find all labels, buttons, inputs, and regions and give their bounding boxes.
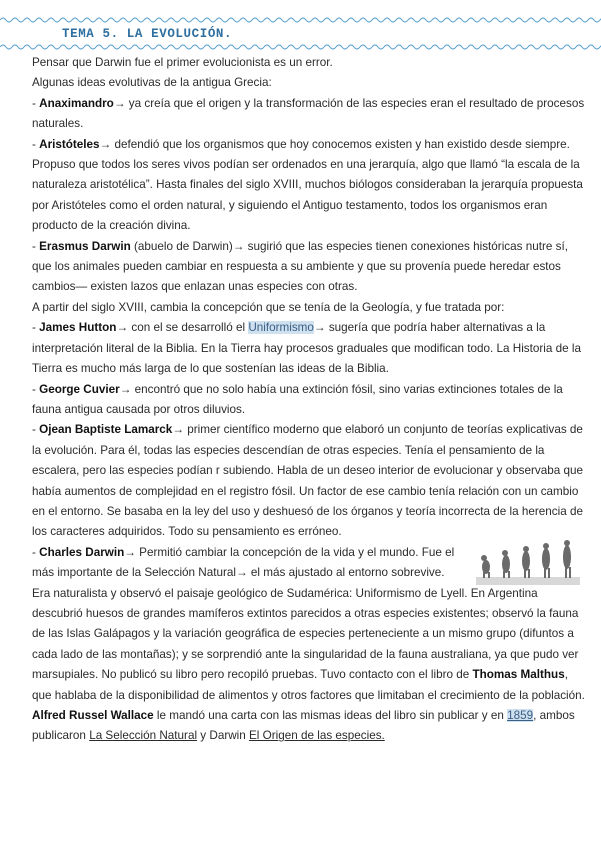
page-title: TEMA 5. LA EVOLUCIÓN. bbox=[62, 27, 233, 41]
term-uniformismo: Uniformismo bbox=[248, 321, 314, 335]
name-alfred-russel-wallace: Alfred Russel Wallace bbox=[32, 709, 154, 722]
name-charles-darwin: Charles Darwin bbox=[39, 545, 125, 559]
document-body bbox=[32, 53, 588, 747]
text-hutton-2: → sugería que podría haber alternativas a la interpretación literal de la Biblia. En la Tierra hay procesos graduales que modifican todo. La Historia de la Tierra es mucho más larga de lo que sostenían las ideas de la Biblia. bbox=[32, 321, 581, 376]
text-darwin-5: , ambos publicaron bbox=[32, 709, 575, 743]
text-erasmus-darwin: (abuelo de Darwin)→ sugirió que las especies tienen conexiones históricas nutre sí, que los animales pueden cambiar en respuesta a su ambiente y que su provenía puede heredar estos cambios— existen lazos que enlazan unas especies con otras. bbox=[32, 239, 568, 294]
darwin-intro bbox=[32, 543, 462, 584]
paragraph-aristoteles bbox=[32, 135, 588, 237]
intro-line-2: Algunas ideas evolutivas de la antigua Grecia: bbox=[32, 76, 272, 90]
year-1859: 1859 bbox=[507, 709, 534, 722]
text-anaximandro: → ya creía que el origen y la transformación de las especies eran el resultado de procesos naturales. bbox=[32, 96, 585, 131]
name-erasmus-darwin: Erasmus Darwin bbox=[39, 239, 131, 253]
dash: - bbox=[32, 321, 40, 335]
name-lamarck: Ojean Baptiste Lamarck bbox=[39, 423, 173, 437]
text-darwin-6: y Darwin bbox=[197, 729, 250, 743]
paragraph-geologia: A partir del siglo XVIII, cambia la concepción que se tenía de la Geología, y fue tratada por: bbox=[32, 300, 505, 314]
title-wave-divider bbox=[0, 43, 601, 51]
dash: - bbox=[32, 545, 40, 559]
text-cuvier: → encontró que no solo había una extinción fósil, sino varias extinciones totales de la fauna antigua causada por otros diluvios. bbox=[32, 382, 563, 416]
paragraph-darwin bbox=[32, 543, 588, 747]
paragraph-erasmus-darwin bbox=[32, 237, 588, 298]
text-darwin-4: le mandó una carta con las mismas ideas del libro sin publicar y en bbox=[153, 709, 508, 722]
name-aristoteles: Aristóteles bbox=[39, 137, 100, 151]
paragraph-hutton bbox=[32, 318, 588, 379]
paragraph-lamarck bbox=[32, 420, 588, 542]
dash: - bbox=[32, 423, 40, 437]
text-hutton-1: → con el se desarrolló el bbox=[116, 321, 249, 335]
paragraph-cuvier bbox=[32, 380, 588, 421]
name-thomas-malthus: Thomas Malthus bbox=[472, 668, 565, 682]
book-origen-especies: El Origen de las especies. bbox=[249, 729, 385, 743]
dash: - bbox=[32, 239, 40, 253]
text-darwin-3: , que hablaba de la disponibilidad de alimentos y otros factores que limitaban el crecimiento de la población. bbox=[32, 668, 585, 702]
book-seleccion-natural: La Selección Natural bbox=[89, 729, 198, 743]
name-hutton: James Hutton bbox=[39, 321, 117, 335]
name-cuvier: George Cuvier bbox=[39, 382, 120, 396]
dash: - bbox=[32, 137, 40, 151]
human-evolution-illustration bbox=[474, 539, 582, 587]
top-wave-divider bbox=[0, 16, 601, 24]
text-lamarck: → primer científico moderno que elaboró un conjunto de teorías explicativas de la evolución. Para él, todas las especies descendían de otras especies. Tenía el pensamiento de la escalera, pero las especies podían r subiendo. Habla de un deseo interior de evolucionar y observaba que había aumentos de complejidad en el registro fósil. Un factor de ese cambio tenía relación con un cambio en el entorno. Se basaba en la ley del uso y deshuesó de los órganos y teoría incorrecta de la herencia de los caracteres adquiridos. Todo su pensamiento es erróneo. bbox=[32, 423, 583, 539]
text-darwin-2: Era naturalista y observó el paisaje geológico de Sudamérica: Uniformismo de Lyell. En Argentina descubrió huesos de grandes mamíferos extintos parecidos a otras especies existentes; observó la fauna de las Islas Galápagos y la variación geográfica de especies perteneciente a un mismo grupo (difuntos a cada lado de las montañas); y se sorprendió ante la singularidad de la fauna australiana, ya que pudo ver marsupiales. No publicó su libro pero recopiló pruebas. Tuvo contacto con el libro de bbox=[32, 586, 579, 682]
text-aristoteles: → defendió que los organismos que hoy conocemos existen y han existido desde siempre. Propuso que todos los seres vivos podían ser ordenados en una jerarquía, algo que llamó “la escala de la naturaleza aristotélica”. Hasta finales del siglo XVIII, muchos biólogos consideraban la jerarquía propuesta por Aristóteles como el orden natural, y siguiendo el Antiguo testamento, todos los organismos eran producto de la creación divina. bbox=[32, 137, 583, 233]
dash: - bbox=[32, 382, 40, 396]
text-darwin-1: → Permitió cambiar la concepción de la vida y el mundo. Fue el más importante de la Selección Natural→ el más ajustado al entorno sobrevive. bbox=[32, 545, 455, 580]
paragraph-anaximandro bbox=[32, 94, 588, 135]
dash: - bbox=[32, 96, 40, 110]
intro-line-1: Pensar que Darwin fue el primer evolucionista es un error. bbox=[32, 56, 333, 69]
name-anaximandro: Anaximandro bbox=[39, 96, 114, 110]
